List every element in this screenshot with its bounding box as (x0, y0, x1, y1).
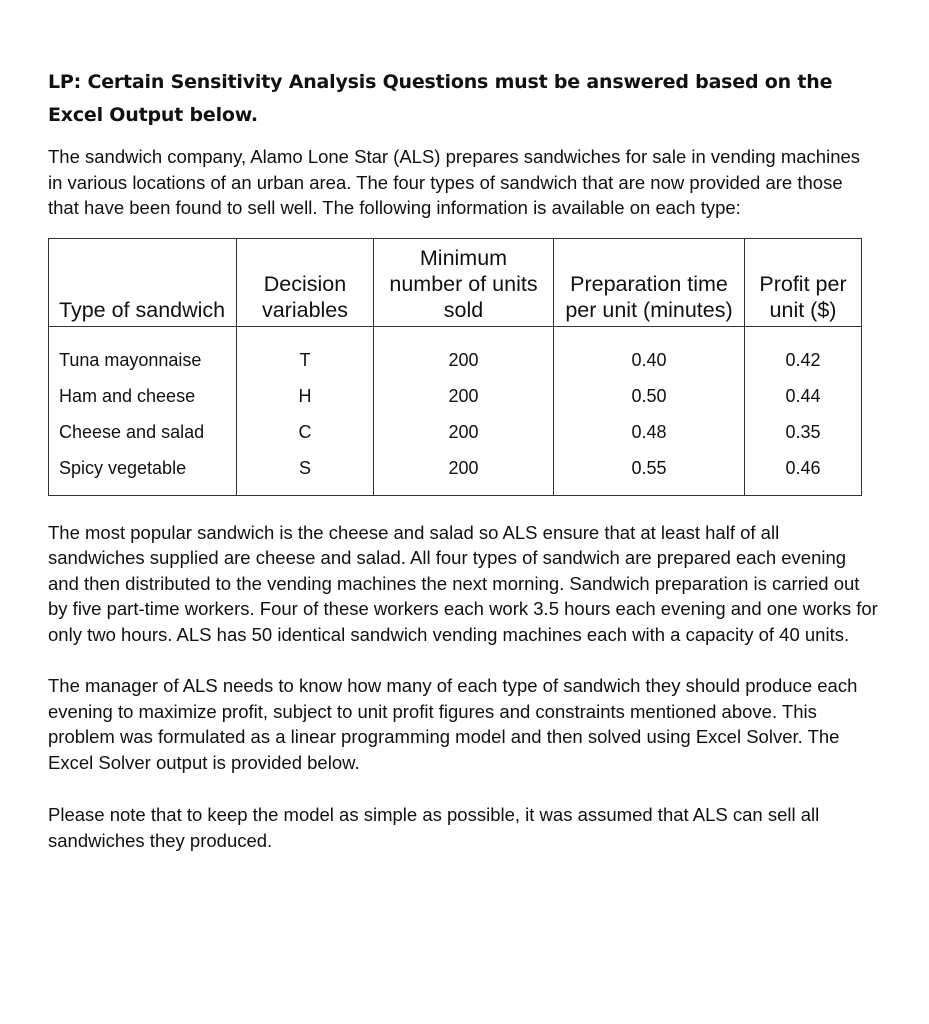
header-decision-variables: Decision variables (237, 238, 374, 326)
cell-type: Spicy vegetable (49, 451, 237, 496)
header-minimum-units: Minimum number of units sold (374, 238, 554, 326)
cell-type: Tuna mayonnaise (49, 326, 237, 379)
cell-type: Ham and cheese (49, 379, 237, 415)
cell-profit: 0.42 (745, 326, 862, 379)
cell-minimum: 200 (374, 451, 554, 496)
cell-variable: S (237, 451, 374, 496)
table-row (49, 326, 862, 379)
table-row (49, 451, 862, 496)
header-profit-per-unit: Profit per unit ($) (745, 238, 862, 326)
constraints-paragraph: The most popular sandwich is the cheese and salad so ALS ensure that at least half of all sandwiches supplied are cheese and salad. All four types of sandwich are prepared each evening and then distributed to the vending machines the next morning. Sandwich preparation is carried out by five part-time workers. Four of these workers each work 3.5 hours each evening and one works for only two hours. ALS has 50 identical sandwich vending machines each with a capacity of 40 units. (48, 521, 878, 645)
cell-minimum: 200 (374, 379, 554, 415)
cell-prep-time: 0.48 (554, 415, 745, 451)
header-preparation-time: Preparation time per unit (minutes) (554, 238, 745, 326)
note-paragraph: Please note that to keep the model as simple as possible, it was assumed that ALS can sell all sandwiches they produced. (48, 804, 820, 851)
manager-paragraph: The manager of ALS needs to know how many of each type of sandwich they should produce each evening to maximize profit, subject to unit profit figures and constraints mentioned above. This problem was formulated as a linear programming model and then solved using Excel Solver. The Excel Solver output is provided below. (48, 675, 858, 773)
table-header-row (49, 238, 862, 326)
table-row (49, 415, 862, 451)
cell-minimum: 200 (374, 415, 554, 451)
cell-variable: H (237, 379, 374, 415)
intro-paragraph: The sandwich company, Alamo Lone Star (ALS) prepares sandwiches for sale in vending machines in various locations of an urban area. The four types of sandwich that are now provided are those that have been found to sell well. The following information is available on each type: (48, 146, 861, 218)
cell-prep-time: 0.55 (554, 451, 745, 496)
cell-profit: 0.44 (745, 379, 862, 415)
header-type-of-sandwich: Type of sandwich (49, 238, 237, 326)
cell-prep-time: 0.40 (554, 326, 745, 379)
sandwich-info-table (48, 238, 862, 496)
cell-variable: C (237, 415, 374, 451)
cell-type: Cheese and salad (49, 415, 237, 451)
cell-prep-time: 0.50 (554, 379, 745, 415)
cell-profit: 0.35 (745, 415, 862, 451)
document-heading: LP: Certain Sensitivity Analysis Questions must be answered based on the Excel Output below. (48, 71, 833, 126)
table-row (49, 379, 862, 415)
cell-minimum: 200 (374, 326, 554, 379)
cell-profit: 0.46 (745, 451, 862, 496)
cell-variable: T (237, 326, 374, 379)
document-page (48, 66, 878, 853)
